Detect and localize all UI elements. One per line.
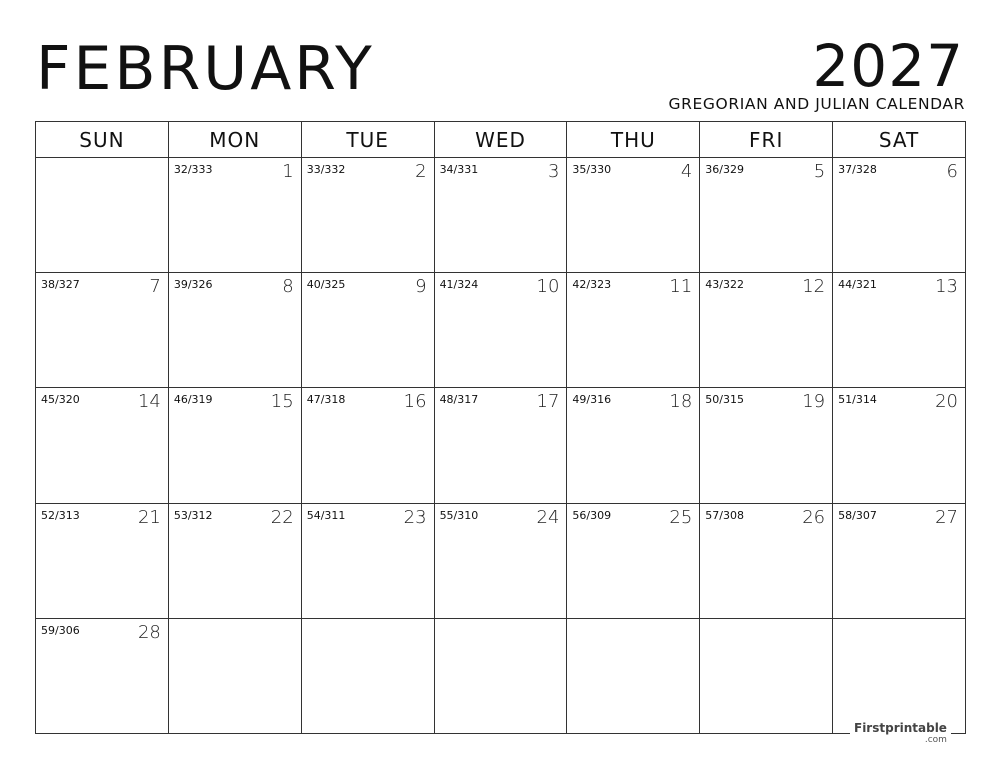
day-cell-6 <box>833 158 966 273</box>
day-number: 1 <box>282 161 294 182</box>
empty-day-cell <box>700 619 833 734</box>
day-cell-13 <box>833 273 966 388</box>
brand-name: Firstprintable <box>854 721 947 735</box>
day-number: 24 <box>536 506 560 528</box>
day-cell-1 <box>169 158 302 273</box>
day-of-year-count: 59/306 <box>41 623 80 637</box>
day-number: 7 <box>149 276 161 298</box>
weekday-header-sat: SAT <box>833 122 966 158</box>
day-of-year-count: 54/311 <box>306 508 346 522</box>
day-cell-22 <box>169 504 302 619</box>
day-of-year-count: 40/325 <box>306 278 346 292</box>
weekday-header-fri: FRI <box>700 122 833 158</box>
day-number: 4 <box>680 161 693 182</box>
day-cell-16 <box>302 388 435 503</box>
day-of-year-count: 55/310 <box>439 508 479 522</box>
day-of-year-count: 52/313 <box>41 508 80 522</box>
day-cell-19 <box>700 388 833 503</box>
empty-day-cell <box>169 619 302 734</box>
day-cell-2 <box>302 158 435 273</box>
day-number: 23 <box>403 506 427 528</box>
year-title: 2027 <box>812 32 964 100</box>
day-number: 13 <box>935 276 958 298</box>
empty-day-cell <box>567 619 700 734</box>
day-number: 17 <box>536 391 560 413</box>
day-of-year-count: 46/319 <box>173 393 213 407</box>
day-of-year-count: 53/312 <box>173 508 213 522</box>
day-of-year-count: 37/328 <box>838 163 877 176</box>
empty-day-cell <box>833 619 966 734</box>
day-of-year-count: 32/333 <box>173 163 213 176</box>
day-of-year-count: 51/314 <box>838 393 877 407</box>
day-cell-11 <box>567 273 700 388</box>
day-of-year-count: 42/323 <box>572 278 612 292</box>
day-of-year-count: 45/320 <box>41 393 80 407</box>
day-number: 5 <box>813 161 826 182</box>
day-of-year-count: 34/331 <box>439 163 479 176</box>
day-of-year-count: 50/315 <box>705 393 744 407</box>
day-cell-25 <box>567 504 700 619</box>
day-number: 26 <box>802 506 826 528</box>
day-cell-28 <box>36 619 169 734</box>
day-of-year-count: 38/327 <box>41 278 80 292</box>
day-cell-4 <box>567 158 700 273</box>
day-cell-20 <box>833 388 966 503</box>
day-cell-9 <box>302 273 435 388</box>
day-number: 14 <box>137 391 161 413</box>
day-number: 18 <box>669 391 693 413</box>
day-number: 12 <box>802 276 826 298</box>
day-cell-27 <box>833 504 966 619</box>
day-number: 22 <box>270 506 294 528</box>
day-cell-12 <box>700 273 833 388</box>
day-number: 15 <box>270 391 294 413</box>
brand-logo <box>850 722 951 746</box>
calendar-grid <box>35 121 966 734</box>
day-cell-17 <box>435 388 568 503</box>
day-cell-5 <box>700 158 833 273</box>
day-number: 20 <box>935 391 958 413</box>
day-of-year-count: 35/330 <box>572 163 612 176</box>
day-cell-10 <box>435 273 568 388</box>
day-number: 21 <box>137 506 161 528</box>
day-of-year-count: 43/322 <box>705 278 744 292</box>
day-number: 3 <box>547 161 560 182</box>
day-of-year-count: 47/318 <box>306 393 346 407</box>
day-number: 27 <box>935 506 958 528</box>
day-number: 8 <box>282 276 294 298</box>
day-cell-21 <box>36 504 169 619</box>
day-number: 2 <box>415 161 427 182</box>
day-cell-26 <box>700 504 833 619</box>
day-cell-14 <box>36 388 169 503</box>
day-cell-24 <box>435 504 568 619</box>
day-cell-3 <box>435 158 568 273</box>
day-of-year-count: 39/326 <box>173 278 213 292</box>
day-of-year-count: 36/329 <box>705 163 744 176</box>
day-number: 16 <box>403 391 427 413</box>
day-number: 25 <box>669 506 693 528</box>
brand-tld: .com <box>924 735 947 745</box>
weekday-header-sun: SUN <box>36 122 169 158</box>
day-cell-23 <box>302 504 435 619</box>
day-of-year-count: 41/324 <box>439 278 479 292</box>
day-number: 28 <box>137 621 161 643</box>
day-of-year-count: 48/317 <box>439 393 479 407</box>
weekday-header-mon: MON <box>169 122 302 158</box>
day-of-year-count: 33/332 <box>306 163 346 176</box>
weekday-header-tue: TUE <box>302 122 435 158</box>
day-cell-7 <box>36 273 169 388</box>
weekday-header-wed: WED <box>435 122 568 158</box>
day-of-year-count: 44/321 <box>838 278 877 292</box>
weekday-header-thu: THU <box>567 122 700 158</box>
calendar-subtitle: GREGORIAN AND JULIAN CALENDAR <box>668 95 965 113</box>
empty-day-cell <box>36 158 169 273</box>
day-number: 11 <box>669 276 693 298</box>
day-of-year-count: 57/308 <box>705 508 744 522</box>
day-number: 10 <box>536 276 560 298</box>
day-of-year-count: 56/309 <box>572 508 612 522</box>
day-cell-15 <box>169 388 302 503</box>
day-cell-8 <box>169 273 302 388</box>
empty-day-cell <box>302 619 435 734</box>
day-of-year-count: 58/307 <box>838 508 877 522</box>
day-number: 19 <box>802 391 826 413</box>
month-title: FEBRUARY <box>36 34 375 104</box>
day-number: 9 <box>415 276 427 298</box>
day-of-year-count: 49/316 <box>572 393 612 407</box>
day-number: 6 <box>946 161 958 182</box>
empty-day-cell <box>435 619 568 734</box>
day-cell-18 <box>567 388 700 503</box>
